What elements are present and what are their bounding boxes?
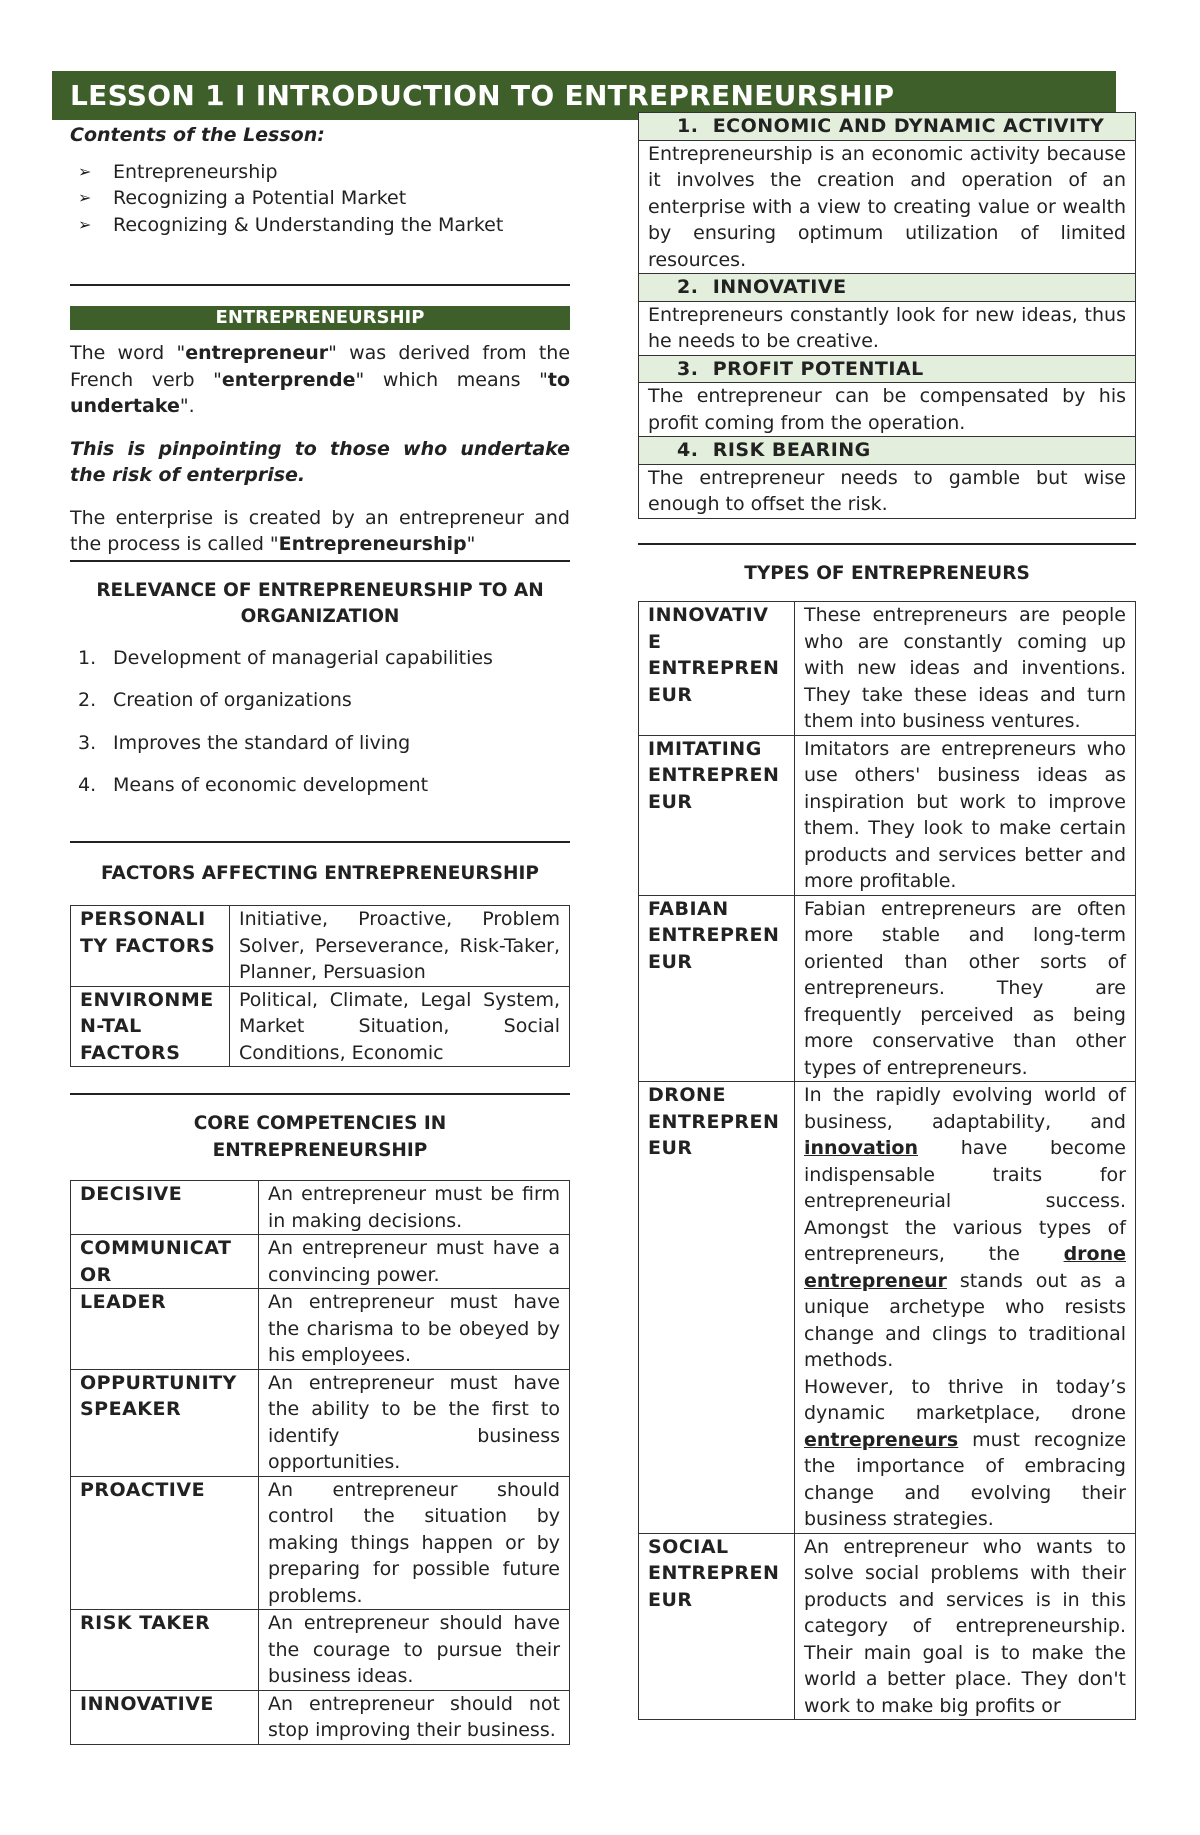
table-row	[71, 1690, 570, 1744]
table-row	[639, 895, 1136, 1082]
competency-desc: An entrepreneur should control the situation by making things happen or by preparing for possible future problems.	[259, 1476, 570, 1610]
factors-table	[70, 905, 570, 1067]
table-row	[639, 1082, 1136, 1534]
type-label: INNOVATIV E ENTREPREN EUR	[639, 602, 795, 736]
table-row	[71, 906, 570, 987]
factor-label: PERSONALI TY FACTORS	[71, 906, 230, 987]
list-item: 1. Development of managerial capabilities	[78, 646, 493, 669]
characteristic-body: Entrepreneurs constantly look for new ideas, thus he needs to be creative.	[639, 301, 1136, 355]
characteristic-heading: 4. RISK BEARING	[639, 437, 1136, 465]
table-row	[639, 140, 1136, 274]
table-row	[639, 437, 1136, 465]
arrow-bullet-icon: ➢	[78, 214, 92, 234]
characteristic-body: The entrepreneur can be compensated by his profit coming from the operation.	[639, 383, 1136, 437]
divider	[70, 841, 570, 843]
list-item: ➢ Recognizing a Potential Market	[70, 185, 570, 212]
table-row	[639, 1533, 1136, 1720]
competency-label: DECISIVE	[71, 1181, 259, 1235]
type-desc: Fabian entrepreneurs are often more stable and long-term oriented than other sorts of entrepreneurs. They are frequently perceived as being more conservative than other types of entrepreneurs.	[795, 895, 1136, 1082]
contents-list	[70, 159, 570, 239]
table-row	[639, 274, 1136, 302]
type-desc: These entrepreneurs are people who are constantly coming up with new ideas and inventions. They take these ideas and turn them into business ventures.	[795, 602, 1136, 736]
type-label: FABIAN ENTREPREN EUR	[639, 895, 795, 1082]
list-item: ➢ Recognizing & Understanding the Market	[70, 212, 570, 239]
definition-paragraph: The word "entrepreneur" was derived from the French verb "enterprende" which means "to undertake".	[70, 342, 571, 417]
table-row	[71, 1235, 570, 1289]
type-label: IMITATING ENTREPREN EUR	[639, 735, 795, 895]
table-row	[71, 1289, 570, 1370]
characteristic-heading: 1. ECONOMIC AND DYNAMIC ACTIVITY	[639, 113, 1136, 141]
competency-label: INNOVATIVE	[71, 1690, 259, 1744]
table-row	[71, 1369, 570, 1476]
type-desc: An entrepreneur who wants to solve social problems with their products and services is in this category of entrepreneurship. Their main goal is to make the world a better place. They don't work to make big profits or	[795, 1533, 1136, 1720]
arrow-bullet-icon: ➢	[78, 161, 92, 181]
table-row	[639, 301, 1136, 355]
competency-desc: An entrepreneur must have the charisma to be obeyed by his employees.	[259, 1289, 570, 1370]
relevance-list	[70, 645, 570, 799]
types-table	[638, 601, 1136, 1720]
innovation-link: innovation	[804, 1137, 918, 1159]
factor-label: ENVIRONME N-TAL FACTORS	[71, 986, 230, 1067]
list-item: 2. Creation of organizations	[78, 689, 352, 711]
characteristic-heading: 3. PROFIT POTENTIAL	[639, 355, 1136, 383]
table-row	[71, 986, 570, 1067]
table-row	[639, 602, 1136, 736]
competencies-heading: CORE COMPETENCIES IN ENTREPRENEURSHIP	[193, 1113, 447, 1161]
types-heading: TYPES OF ENTREPRENEURS	[744, 562, 1030, 584]
characteristic-body: The entrepreneur needs to gamble but wise enough to offset the risk.	[639, 464, 1136, 518]
drone-entrepreneur-link: drone entrepreneur	[804, 1243, 1127, 1292]
list-item: 3. Improves the standard of living	[78, 731, 411, 754]
competency-label: COMMUNICAT OR	[71, 1235, 259, 1289]
left-column	[70, 118, 570, 1745]
relevance-heading: RELEVANCE OF ENTREPRENEURSHIP TO AN ORGANIZATION	[96, 579, 544, 627]
table-row	[639, 383, 1136, 437]
right-column	[638, 112, 1136, 1720]
lesson-title: LESSON 1 I INTRODUCTION TO ENTREPRENEURSHIP	[52, 71, 1116, 120]
characteristic-heading: 2. INNOVATIVE	[639, 274, 1136, 302]
characteristics-table	[638, 112, 1136, 519]
entrepreneurs-link: entrepreneurs	[804, 1428, 959, 1451]
table-row	[639, 113, 1136, 141]
divider	[638, 543, 1136, 545]
competency-label: PROACTIVE	[71, 1476, 259, 1610]
list-item: 4. Means of economic development	[78, 774, 429, 796]
list-item: ➢ Entrepreneurship	[70, 159, 570, 186]
competency-desc: An entrepreneur should not stop improving their business.	[259, 1690, 570, 1744]
type-desc: Imitators are entrepreneurs who use others' business ideas as inspiration but work to improve them. They look to make certain products and services better and more profitable.	[795, 735, 1136, 895]
competency-label: OPPURTUNITY SPEAKER	[71, 1369, 259, 1476]
competency-desc: An entrepreneur must have a convincing power.	[259, 1235, 570, 1289]
table-row	[71, 1181, 570, 1235]
table-row	[639, 355, 1136, 383]
factor-desc: Initiative, Proactive, Problem Solver, Perseverance, Risk-Taker, Planner, Persuasion	[230, 906, 570, 987]
factors-heading: FACTORS AFFECTING ENTREPRENEURSHIP	[101, 862, 539, 884]
table-row	[71, 1610, 570, 1691]
process-paragraph: The enterprise is created by an entrepreneur and the process is called "Entrepreneurship"	[70, 506, 570, 555]
contents-heading: Contents of the Lesson:	[70, 124, 325, 146]
table-row	[71, 1476, 570, 1610]
pinpoint-paragraph: This is pinpointing to those who undertake the risk of enterprise.	[70, 437, 570, 486]
competency-desc: An entrepreneur must have the ability to be the first to identify business opportunities.	[259, 1369, 570, 1476]
competency-desc: An entrepreneur must be firm in making decisions.	[259, 1181, 570, 1235]
divider	[70, 1093, 570, 1095]
arrow-bullet-icon: ➢	[78, 188, 92, 207]
characteristic-body: Entrepreneurship is an economic activity because it involves the creation and operation of an enterprise with a view to creating value or wealth by ensuring optimum utilization of limited resources.	[639, 140, 1136, 274]
divider	[70, 560, 570, 562]
divider	[70, 284, 570, 286]
table-row	[639, 735, 1136, 895]
type-label: SOCIAL ENTREPREN EUR	[639, 1533, 795, 1720]
entrepreneurship-band: ENTREPRENEURSHIP	[70, 306, 570, 330]
competency-desc: An entrepreneur should have the courage to pursue their business ideas.	[259, 1610, 570, 1691]
competency-label: LEADER	[71, 1289, 259, 1370]
table-row	[639, 464, 1136, 518]
type-label: DRONE ENTREPREN EUR	[639, 1082, 795, 1534]
factor-desc: Political, Climate, Legal System, Market Situation, Social Conditions, Economic	[230, 986, 570, 1067]
competency-label: RISK TAKER	[71, 1610, 259, 1691]
competencies-table	[70, 1180, 570, 1745]
type-desc: In the rapidly evolving world of business, adaptability, and innovation have become indispensable traits for entrepreneurial success. Amongst the various types of entrepreneurs, the drone entrepreneur stands out as a unique archetype who resists change and clings to traditional methods. However, to thrive in today’s dynamic marketplace, drone entrepreneurs must recognize the importance of embracing change and evolving their business strategies.	[795, 1082, 1136, 1534]
